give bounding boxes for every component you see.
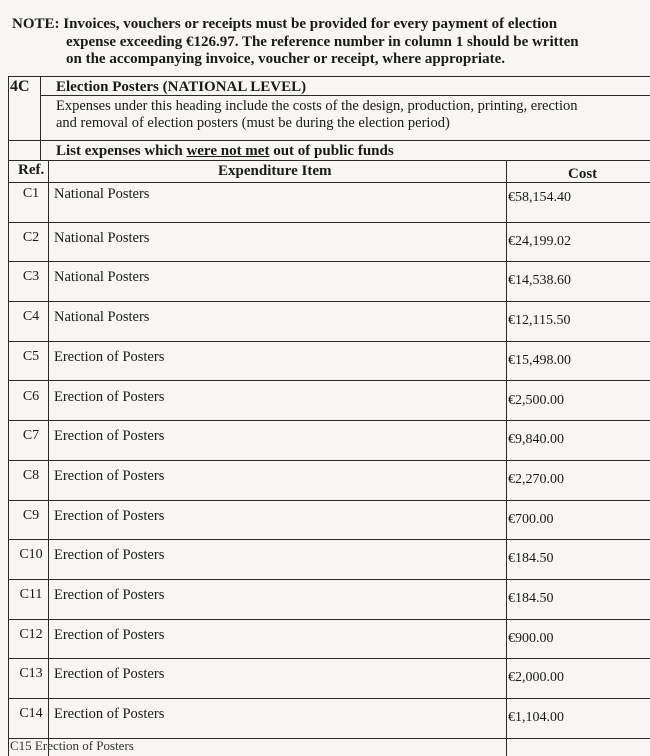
note-line-3: on the accompanying invoice, voucher or receipt, where appropriate. [66,51,505,67]
item-column-header: Expenditure Item [218,163,332,179]
row-ref: C14 [19,706,43,722]
row-expenditure-item: National Posters [54,269,150,286]
row-cost: €14,538.60 [508,273,571,289]
row-ref: C2 [22,229,40,245]
row-ref: C5 [22,348,40,364]
row-expenditure-item: Erection of Posters [54,507,165,524]
row-ref: C11 [19,587,43,602]
row-cost: €2,000.00 [508,670,564,686]
row-ref: C13 [19,666,43,682]
list-heading-post: out of public funds [269,143,394,159]
table-row [8,460,650,500]
row-expenditure-item: Erection of Posters [54,348,165,365]
section-code-divider [40,76,41,160]
table-row [8,301,650,341]
row-cost: €15,498.00 [508,352,571,368]
row-expenditure-item: Erection of Posters [54,388,165,405]
list-heading-pre: List expenses which [56,143,187,159]
note-line-1: NOTE: Invoices, vouchers or receipts must be provided for every payment of election [12,16,558,32]
table-row [8,420,650,460]
row-cost: €184.50 [508,551,554,567]
note-line-2: expense exceeding €126.97. The reference number in column 1 should be written [66,33,579,50]
table-row [8,182,650,222]
list-heading [56,143,394,160]
row-ref: C6 [22,388,40,404]
row-cost: €184.50 [508,591,554,606]
row-expenditure-item: Erection of Posters [54,587,165,603]
cost-column-header: Cost [568,166,598,182]
table-row [8,381,650,421]
row-expenditure-item: Erection of Posters [54,666,165,683]
row-cost: €2,270.00 [508,471,564,487]
row-ref: C9 [22,507,40,523]
row-expenditure-item: National Posters [54,309,150,326]
table-row [8,658,650,698]
list-heading-underlined: were not met [186,143,270,159]
table-row [8,222,650,262]
row-ref: C4 [22,309,40,325]
row-cost: €700.00 [508,511,554,527]
section-description [56,98,650,132]
table-row [8,539,650,579]
expense-form-section [8,76,650,756]
row-expenditure-item: Erection of Posters [54,626,165,643]
row-cost: €24,199.02 [508,233,571,249]
table-row [8,579,650,619]
row-cost: €2,500.00 [508,392,564,408]
row-expenditure-item: Erection of Posters [54,428,165,445]
row-ref: C10 [19,547,43,563]
expense-note [12,16,642,69]
row-ref: C12 [19,626,43,642]
list-heading-bottom-border [8,160,650,161]
description-bottom-border [8,140,650,141]
description-line-2: and removal of election posters (must be during the election period) [56,115,450,131]
row-expenditure-item: Erection of Posters [54,467,165,484]
row-expenditure-item: Erection of Posters [54,706,165,723]
row-ref: C3 [22,269,40,285]
row-cost: €58,154.40 [508,190,571,205]
section-code: 4C [10,78,30,95]
section-title: Election Posters (NATIONAL LEVEL) [56,79,307,95]
row-expenditure-item: National Posters [54,229,150,246]
table-row [8,500,650,540]
table-row [8,261,650,301]
row-expenditure-item: National Posters [54,186,150,202]
row-cost: €12,115.50 [508,313,571,329]
ref-column-header: Ref. [18,162,45,178]
row-expenditure-item: Erection of Posters [54,547,165,564]
description-line-1: Expenses under this heading include the costs of the design, production, printing, erection [56,98,578,114]
row-ref: C7 [22,428,40,444]
row-cost: €9,840.00 [508,432,564,448]
table-row [8,619,650,659]
row-ref: C8 [22,467,40,483]
table-row [8,341,650,381]
section-top-border [8,76,650,77]
row-cost: €1,104.00 [508,710,564,726]
cutoff-row: C15 Erection of Posters [10,738,134,753]
table-row [8,698,650,738]
row-cost: €900.00 [508,630,554,646]
row-ref: C1 [22,186,40,201]
